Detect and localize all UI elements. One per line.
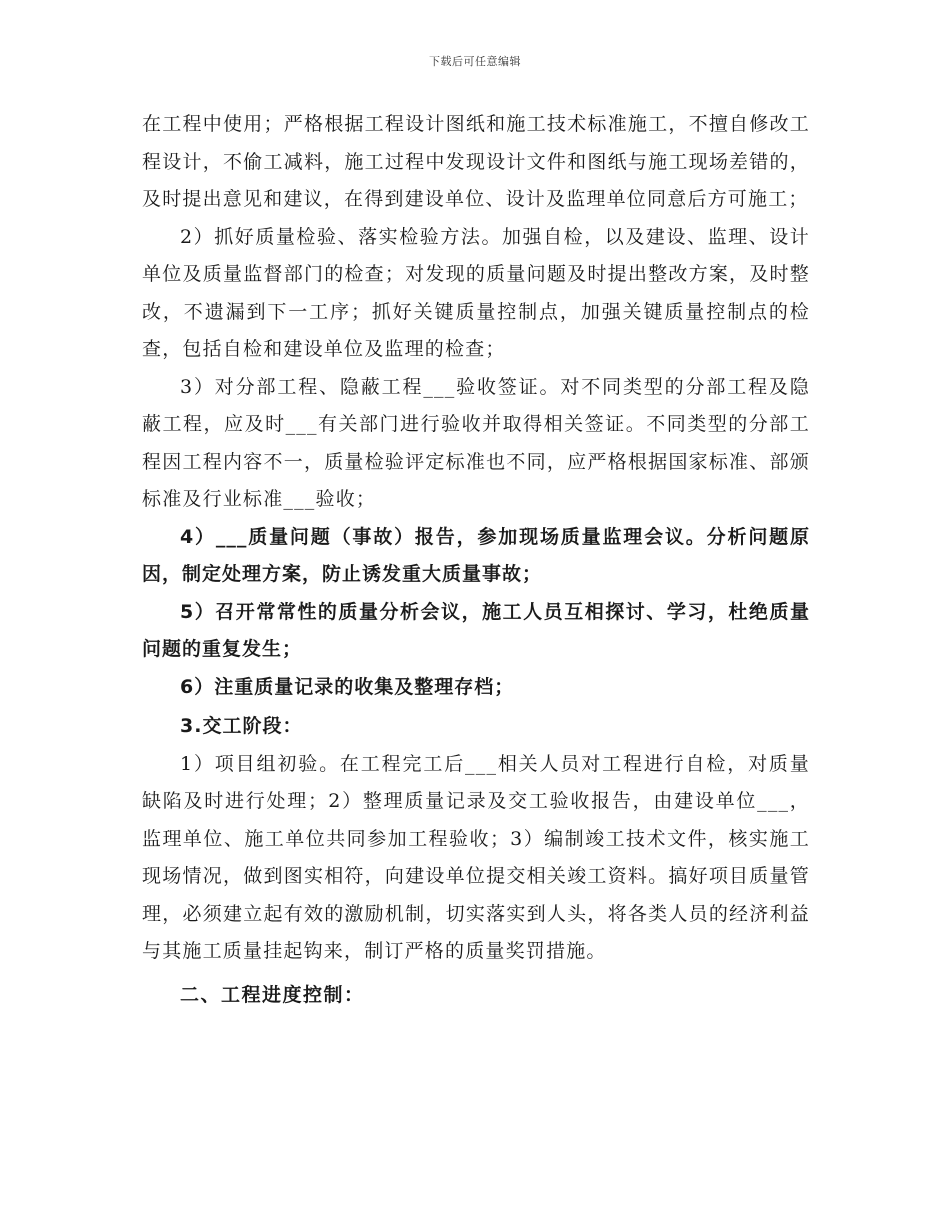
section-heading-progress-control: 二、工程进度控制： xyxy=(180,983,365,1006)
paragraph-item-3: 3）对分部工程、隐蔽工程___验收签证。对不同类型的分部工程及隐蔽工程，应及时___有关部门进行验收并取得相关签证。不同类型的分部工程因工程内容不一，质量检验评定标准也不同，应严格根据国家标准、部颁标准及行业标准___验收； xyxy=(142,375,810,510)
section-heading-handover: 3.交工阶段： xyxy=(180,715,303,737)
paragraph-continuation: 在工程中使用；严格根据工程设计图纸和施工技术标准施工，不擅自修改工程设计，不偷工减料，施工过程中发现设计文件和图纸与施工现场差错的，及时提出意见和建议，在得到建设单位、设计及监理单位同意后方可施工； xyxy=(142,113,810,210)
paragraph-item-5: 5）召开常常性的质量分析会议，施工人员互相探讨、学习，杜绝质量问题的重复发生； xyxy=(142,600,810,660)
paragraph-item-6: 6）注重质量记录的收集及整理存档； xyxy=(180,675,515,698)
paragraph-item-4: 4）___质量问题（事故）报告，参加现场质量监理会议。分析问题原因，制定处理方案，防止诱发重大质量事故； xyxy=(142,525,810,585)
page-header: 下载后可任意编辑 xyxy=(429,55,521,68)
paragraph-handover-steps: 1）项目组初验。在工程完工后___相关人员对工程进行自检，对质量缺陷及时进行处理；2）整理质量记录及交工验收报告，由建设单位___，监理单位、施工单位共同参加工程验收；3）编制竣工技术文件，核实施工现场情况，做到图实相符，向建设单位提交相关竣工资料。搞好项目质量管理，必须建立起有效的激励机制，切实落实到人头，将各类人员的经济利益与其施工质量挂起钩来，制订严格的质量奖罚措施。 xyxy=(142,752,810,962)
paragraph-item-2: 2）抓好质量检验、落实检验方法。加强自检，以及建设、监理、设计单位及质量监督部门的检查；对发现的质量问题及时提出整改方案，及时整改，不遗漏到下一工序；抓好关键质量控制点，加强关键质量控制点的检查，包括自检和建设单位及监理的检查； xyxy=(142,225,810,360)
document-body xyxy=(142,106,810,1014)
